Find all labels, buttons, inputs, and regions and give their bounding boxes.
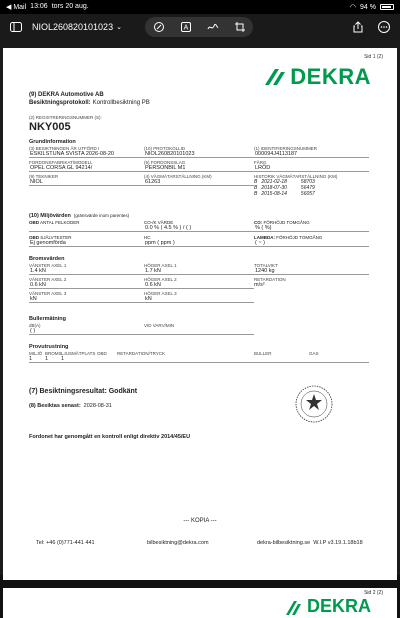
grund-cell xyxy=(144,160,254,172)
prov-value-row: 1 1 1 xyxy=(29,356,65,362)
history-row: B 2018-07-30 56479 xyxy=(254,185,315,191)
protocol-label: Besiktningsprotokoll: xyxy=(29,100,91,106)
odometer-history xyxy=(254,174,369,197)
broms-cell: VÄNSTER AXEL 2 0.6 kN xyxy=(29,277,144,289)
history-row: B 2021-02-18 58703 xyxy=(254,179,315,185)
dekra-logo-text: DEKRA xyxy=(306,596,371,616)
prov-title: Provutrustning xyxy=(29,344,69,350)
eu-directive-note: Fordonet har genomgått en kontroll enligt direktiv 2014/45/EU xyxy=(29,434,191,440)
chevron-down-icon: ⌄ xyxy=(116,24,122,31)
footer-web xyxy=(257,540,363,546)
registration-number: NKY005 xyxy=(29,121,71,133)
inspection-result: (7) Besiktningsresultat: Godkänt xyxy=(29,388,138,395)
broms-cell: TOTALVIKT 1240 kg xyxy=(254,263,369,275)
prov-table xyxy=(29,351,369,363)
swedac-seal xyxy=(294,384,334,424)
grund-cell xyxy=(29,160,144,172)
next-inspection: (8) Besiktas senast: 2028-08-31 xyxy=(29,403,112,409)
miljo-cell: CO-/K VÄRDE 0.0 % ( 4.5 % ) / ( ) xyxy=(144,220,254,232)
footer-website[interactable]: dekra-bilbesiktning.se xyxy=(257,540,311,546)
miljo-cell: OBD ANTAL FELKODER xyxy=(29,220,144,232)
status-time: 13:06 xyxy=(30,3,48,10)
broms-cell: RETARDATION m/s² xyxy=(254,277,286,288)
document-page-2 xyxy=(3,588,397,618)
miljo-cell: LAMBDA: FÖRHÖJD TOMGÅNG ( ~ ) xyxy=(254,235,369,247)
field-value: LRÖD xyxy=(254,165,369,172)
field-value: 000094J4113187 xyxy=(254,151,369,158)
miljo-cell: HC ppm ( ppm ) xyxy=(144,235,254,247)
battery-percent: 94 % xyxy=(360,3,376,11)
back-to-mail-link[interactable]: ◀ Mail xyxy=(6,4,27,11)
document-page-1 xyxy=(3,48,397,580)
wifi-icon: ◠ xyxy=(349,4,357,11)
company-name: (9) DEKRA Automotive AB xyxy=(29,92,104,98)
signature-icon[interactable] xyxy=(206,20,220,34)
field-label: FORDONSFABRIKAT/MODELL xyxy=(29,160,93,165)
field-value: ESKILSTUNA SVISTA 2026-08-20 xyxy=(29,151,144,158)
buller-cell: VID VARV/MIN xyxy=(144,323,254,335)
field-label: (10) PROTOKOLLID xyxy=(144,146,186,151)
protocol-line xyxy=(29,100,150,106)
field-label: (5) FORDONSSLAG xyxy=(144,160,186,165)
miljo-title: (10) Miljövärden xyxy=(29,213,71,219)
status-bar xyxy=(0,0,400,14)
page-number: Sid 1 (2) xyxy=(364,54,383,60)
dekra-logo-page2 xyxy=(286,596,371,617)
dekra-logo-icon xyxy=(265,67,285,87)
prov-header-row: MILJÖ BROMS LJUSMÄTPLATS OBD RETARDATION/TRYCK BULLER GAS xyxy=(29,351,319,356)
grund-cell xyxy=(254,160,369,172)
grund-cell xyxy=(254,146,369,158)
field-value: PERSONBIL M1 xyxy=(144,165,254,172)
battery-icon xyxy=(380,4,394,10)
more-options-icon[interactable] xyxy=(376,19,392,35)
broms-cell: VÄNSTER AXEL 1 1.4 kN xyxy=(29,263,144,275)
dekra-logo-icon xyxy=(286,599,302,615)
document-title-button[interactable] xyxy=(32,22,122,32)
sidebar-toggle-icon[interactable] xyxy=(8,19,24,35)
svg-text:A: A xyxy=(183,24,188,32)
broms-title: Bromsvärden xyxy=(29,256,65,262)
markup-pen-icon[interactable] xyxy=(152,20,166,34)
field-value: NIOL260820101023 xyxy=(144,151,254,158)
footer-version: W.I.P v3.19.1.18b18 xyxy=(313,540,363,546)
field-label: HISTORIK VÄGMÄTARSTÄLLNING (KM) xyxy=(254,174,338,179)
field-label: (4) VÄGMÄTARSTÄLLNING (KM) xyxy=(144,174,212,179)
buller-cell: dB(A) ( ) xyxy=(29,323,144,335)
broms-cell: VÄNSTER AXEL 3 kN xyxy=(29,291,144,303)
miljo-cell: CO: FÖRHÖJD TOMGÅNG % ( %) xyxy=(254,220,369,232)
footer-email[interactable]: bilbesiktning@dekra.com xyxy=(147,540,209,546)
viewer-toolbar xyxy=(0,14,400,40)
grund-cell xyxy=(29,174,144,186)
status-date: tors 20 aug. xyxy=(51,3,89,10)
text-icon[interactable] xyxy=(179,20,193,34)
protocol-value: Kontrollbesiktning PB xyxy=(92,100,150,106)
copy-watermark: --- KOPIA --- xyxy=(183,518,217,524)
share-icon[interactable] xyxy=(350,19,366,35)
field-label: (1) IDENTIFIERINGSNUMMER xyxy=(254,146,317,151)
grund-cell xyxy=(144,174,254,186)
history-row: B 2015-08-14 56057 xyxy=(254,191,315,197)
grund-cell xyxy=(144,146,254,158)
broms-cell: HÖGER AXEL 1 1.7 kN xyxy=(144,263,254,275)
grund-cell xyxy=(29,146,144,158)
buller-title: Bullermätning xyxy=(29,316,66,322)
miljo-subtitle: (gränsvärde inom parentes) xyxy=(73,213,130,218)
page-number: Sid 2 (2) xyxy=(364,590,383,596)
field-value: NIOL xyxy=(29,179,144,186)
regnr-label: (2) REGISTRERINGSNUMMER (S): xyxy=(29,115,102,120)
field-label: FÄRG xyxy=(254,160,267,165)
miljo-cell: OBD SJÄLVTESTER Ej genomförda xyxy=(29,235,144,247)
markup-tools xyxy=(145,17,253,37)
document-viewer[interactable] xyxy=(0,40,400,616)
document-title: NIOL260820101023 xyxy=(32,22,114,32)
broms-cell: HÖGER AXEL 2 0.6 kN xyxy=(144,277,254,289)
miljo-header xyxy=(29,213,129,219)
field-value: OPEL CORSA GL 94214/ xyxy=(29,165,144,172)
dekra-logo xyxy=(265,64,371,90)
footer-phone: Tel: +46 (0)771-441 441 xyxy=(36,540,95,546)
broms-cell: HÖGER AXEL 3 kN xyxy=(144,291,254,303)
crop-icon[interactable] xyxy=(233,20,247,34)
field-value: 61263 xyxy=(144,179,254,186)
grundinfo-title: Grundinformation xyxy=(29,139,76,145)
dekra-logo-text: DEKRA xyxy=(290,64,371,89)
field-label: (9) TEKNIKER xyxy=(29,174,59,179)
field-label: (3) BESIKTNINGEN ÄR UTFÖRD I xyxy=(29,146,100,151)
